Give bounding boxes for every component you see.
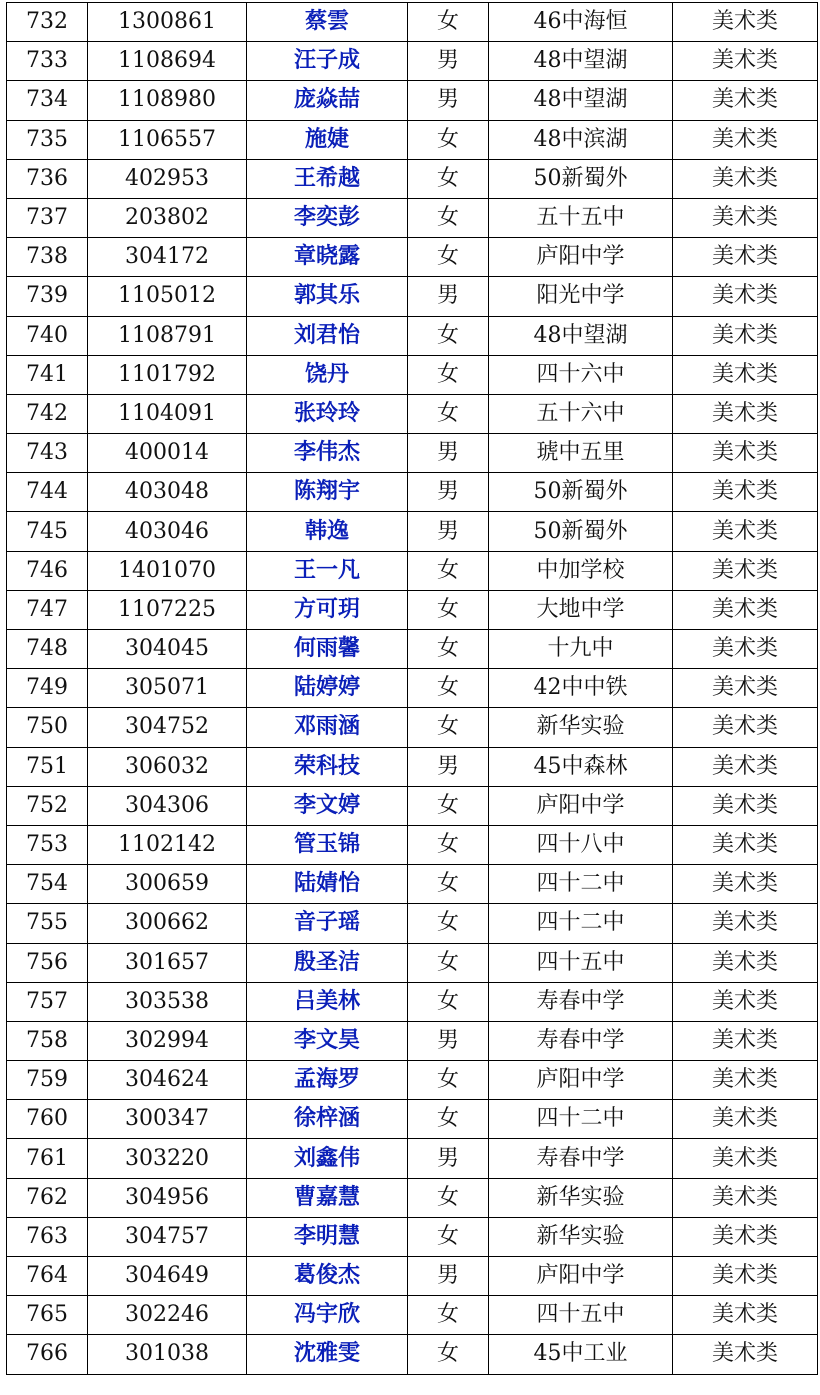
cell-gender: 男	[408, 473, 489, 512]
cell-category: 美术类	[673, 1021, 818, 1060]
cell-student-id: 1105012	[88, 277, 247, 316]
cell-student-id: 304172	[88, 238, 247, 277]
cell-sequence-number: 737	[7, 198, 88, 237]
cell-student-id: 1102142	[88, 825, 247, 864]
table-row	[7, 1335, 818, 1374]
table-row	[7, 120, 818, 159]
cell-gender: 女	[408, 1100, 489, 1139]
table-row	[7, 1100, 818, 1139]
cell-student-id: 301657	[88, 943, 247, 982]
cell-student-name: 刘鑫伟	[247, 1139, 408, 1178]
cell-gender: 女	[408, 120, 489, 159]
cell-student-id: 300659	[88, 865, 247, 904]
cell-school: 庐阳中学	[489, 1061, 673, 1100]
cell-student-id: 301038	[88, 1335, 247, 1374]
cell-student-name: 李明慧	[247, 1217, 408, 1256]
cell-category: 美术类	[673, 786, 818, 825]
cell-school: 新华实验	[489, 1217, 673, 1256]
cell-school: 48中望湖	[489, 42, 673, 81]
cell-student-id: 304757	[88, 1217, 247, 1256]
cell-sequence-number: 753	[7, 825, 88, 864]
cell-student-name: 吕美林	[247, 982, 408, 1021]
cell-sequence-number: 741	[7, 355, 88, 394]
cell-sequence-number: 747	[7, 590, 88, 629]
table-row	[7, 198, 818, 237]
cell-school: 庐阳中学	[489, 1257, 673, 1296]
cell-school: 新华实验	[489, 1178, 673, 1217]
cell-sequence-number: 748	[7, 630, 88, 669]
cell-student-id: 1300861	[88, 3, 247, 42]
cell-student-name: 冯宇欣	[247, 1296, 408, 1335]
table-row	[7, 786, 818, 825]
cell-category: 美术类	[673, 825, 818, 864]
cell-gender: 女	[408, 159, 489, 198]
table-row	[7, 512, 818, 551]
cell-category: 美术类	[673, 982, 818, 1021]
cell-sequence-number: 733	[7, 42, 88, 81]
cell-sequence-number: 752	[7, 786, 88, 825]
cell-gender: 女	[408, 630, 489, 669]
cell-student-id: 1401070	[88, 551, 247, 590]
cell-sequence-number: 732	[7, 3, 88, 42]
cell-school: 阳光中学	[489, 277, 673, 316]
cell-school: 48中望湖	[489, 81, 673, 120]
cell-sequence-number: 735	[7, 120, 88, 159]
cell-student-id: 304956	[88, 1178, 247, 1217]
cell-student-name: 李文昊	[247, 1021, 408, 1060]
cell-school: 五十五中	[489, 198, 673, 237]
cell-student-name: 章晓露	[247, 238, 408, 277]
table-row	[7, 825, 818, 864]
cell-student-id: 305071	[88, 669, 247, 708]
cell-student-name: 李文婷	[247, 786, 408, 825]
cell-category: 美术类	[673, 630, 818, 669]
cell-sequence-number: 761	[7, 1139, 88, 1178]
cell-gender: 女	[408, 786, 489, 825]
cell-student-id: 303220	[88, 1139, 247, 1178]
cell-student-name: 李奕彭	[247, 198, 408, 237]
cell-category: 美术类	[673, 1257, 818, 1296]
table-row	[7, 1178, 818, 1217]
cell-category: 美术类	[673, 81, 818, 120]
cell-student-id: 306032	[88, 747, 247, 786]
cell-sequence-number: 759	[7, 1061, 88, 1100]
cell-gender: 男	[408, 42, 489, 81]
table-row	[7, 708, 818, 747]
cell-gender: 男	[408, 1139, 489, 1178]
table-row	[7, 551, 818, 590]
cell-student-name: 音子瑶	[247, 904, 408, 943]
table-row	[7, 42, 818, 81]
cell-student-id: 304752	[88, 708, 247, 747]
cell-gender: 女	[408, 904, 489, 943]
cell-student-name: 陆婧怡	[247, 865, 408, 904]
table-row	[7, 1139, 818, 1178]
cell-gender: 男	[408, 277, 489, 316]
cell-sequence-number: 740	[7, 316, 88, 355]
cell-student-id: 304045	[88, 630, 247, 669]
cell-gender: 女	[408, 198, 489, 237]
cell-student-id: 304306	[88, 786, 247, 825]
cell-sequence-number: 738	[7, 238, 88, 277]
cell-sequence-number: 760	[7, 1100, 88, 1139]
cell-sequence-number: 734	[7, 81, 88, 120]
table-row	[7, 865, 818, 904]
cell-category: 美术类	[673, 1178, 818, 1217]
table-row	[7, 316, 818, 355]
cell-sequence-number: 765	[7, 1296, 88, 1335]
cell-student-name: 方可玥	[247, 590, 408, 629]
cell-school: 四十二中	[489, 904, 673, 943]
cell-student-name: 郭其乐	[247, 277, 408, 316]
cell-gender: 男	[408, 81, 489, 120]
roster-body	[7, 3, 818, 1375]
cell-student-id: 300662	[88, 904, 247, 943]
cell-category: 美术类	[673, 708, 818, 747]
cell-student-name: 刘君怡	[247, 316, 408, 355]
cell-sequence-number: 766	[7, 1335, 88, 1374]
cell-gender: 女	[408, 943, 489, 982]
cell-sequence-number: 762	[7, 1178, 88, 1217]
cell-category: 美术类	[673, 551, 818, 590]
cell-student-name: 曹嘉慧	[247, 1178, 408, 1217]
cell-school: 50新蜀外	[489, 159, 673, 198]
table-row	[7, 747, 818, 786]
table-row	[7, 1217, 818, 1256]
cell-student-name: 韩逸	[247, 512, 408, 551]
cell-sequence-number: 749	[7, 669, 88, 708]
cell-sequence-number: 742	[7, 394, 88, 433]
cell-student-name: 何雨馨	[247, 630, 408, 669]
table-row	[7, 3, 818, 42]
table-row	[7, 982, 818, 1021]
cell-student-name: 饶丹	[247, 355, 408, 394]
cell-gender: 男	[408, 747, 489, 786]
table-row	[7, 473, 818, 512]
cell-student-id: 1108791	[88, 316, 247, 355]
cell-student-id: 304624	[88, 1061, 247, 1100]
table-row	[7, 81, 818, 120]
cell-school: 十九中	[489, 630, 673, 669]
cell-category: 美术类	[673, 434, 818, 473]
cell-school: 45中工业	[489, 1335, 673, 1374]
cell-student-id: 1108694	[88, 42, 247, 81]
cell-student-name: 王希越	[247, 159, 408, 198]
cell-gender: 女	[408, 825, 489, 864]
cell-gender: 女	[408, 865, 489, 904]
cell-student-name: 葛俊杰	[247, 1257, 408, 1296]
cell-school: 寿春中学	[489, 982, 673, 1021]
cell-gender: 男	[408, 512, 489, 551]
cell-category: 美术类	[673, 238, 818, 277]
table-row	[7, 590, 818, 629]
cell-category: 美术类	[673, 198, 818, 237]
cell-student-name: 沈雅雯	[247, 1335, 408, 1374]
cell-student-name: 庞焱喆	[247, 81, 408, 120]
cell-student-id: 303538	[88, 982, 247, 1021]
cell-gender: 女	[408, 3, 489, 42]
cell-gender: 女	[408, 1178, 489, 1217]
cell-gender: 男	[408, 434, 489, 473]
cell-gender: 女	[408, 982, 489, 1021]
cell-sequence-number: 758	[7, 1021, 88, 1060]
table-row	[7, 394, 818, 433]
cell-school: 四十五中	[489, 1296, 673, 1335]
cell-school: 寿春中学	[489, 1139, 673, 1178]
cell-gender: 女	[408, 1061, 489, 1100]
cell-sequence-number: 744	[7, 473, 88, 512]
cell-category: 美术类	[673, 943, 818, 982]
cell-category: 美术类	[673, 473, 818, 512]
cell-school: 寿春中学	[489, 1021, 673, 1060]
cell-category: 美术类	[673, 316, 818, 355]
cell-student-name: 邓雨涵	[247, 708, 408, 747]
cell-gender: 男	[408, 1257, 489, 1296]
cell-category: 美术类	[673, 355, 818, 394]
table-row	[7, 1021, 818, 1060]
table-row	[7, 943, 818, 982]
cell-student-name: 施婕	[247, 120, 408, 159]
cell-student-id: 302994	[88, 1021, 247, 1060]
cell-category: 美术类	[673, 42, 818, 81]
cell-category: 美术类	[673, 1296, 818, 1335]
cell-student-id: 403046	[88, 512, 247, 551]
cell-school: 四十二中	[489, 865, 673, 904]
cell-school: 四十二中	[489, 1100, 673, 1139]
cell-category: 美术类	[673, 277, 818, 316]
cell-school: 五十六中	[489, 394, 673, 433]
cell-gender: 女	[408, 590, 489, 629]
cell-gender: 女	[408, 355, 489, 394]
cell-school: 46中海恒	[489, 3, 673, 42]
table-row	[7, 904, 818, 943]
cell-student-name: 管玉锦	[247, 825, 408, 864]
cell-student-name: 王一凡	[247, 551, 408, 590]
cell-student-name: 殷圣洁	[247, 943, 408, 982]
cell-gender: 男	[408, 1021, 489, 1060]
cell-sequence-number: 743	[7, 434, 88, 473]
table-row	[7, 355, 818, 394]
cell-category: 美术类	[673, 669, 818, 708]
cell-sequence-number: 750	[7, 708, 88, 747]
cell-gender: 女	[408, 238, 489, 277]
cell-sequence-number: 745	[7, 512, 88, 551]
cell-school: 庐阳中学	[489, 238, 673, 277]
cell-sequence-number: 756	[7, 943, 88, 982]
cell-gender: 女	[408, 1335, 489, 1374]
cell-category: 美术类	[673, 512, 818, 551]
cell-student-id: 402953	[88, 159, 247, 198]
cell-school: 中加学校	[489, 551, 673, 590]
cell-student-name: 荣科技	[247, 747, 408, 786]
cell-student-name: 张玲玲	[247, 394, 408, 433]
table-row	[7, 238, 818, 277]
cell-student-name: 蔡雲	[247, 3, 408, 42]
cell-category: 美术类	[673, 1139, 818, 1178]
cell-school: 42中中铁	[489, 669, 673, 708]
table-row	[7, 1296, 818, 1335]
cell-student-id: 302246	[88, 1296, 247, 1335]
cell-category: 美术类	[673, 159, 818, 198]
cell-gender: 女	[408, 669, 489, 708]
cell-sequence-number: 755	[7, 904, 88, 943]
cell-gender: 女	[408, 708, 489, 747]
cell-student-name: 汪子成	[247, 42, 408, 81]
cell-category: 美术类	[673, 1335, 818, 1374]
cell-student-id: 203802	[88, 198, 247, 237]
student-roster-table	[6, 2, 818, 1375]
cell-school: 四十八中	[489, 825, 673, 864]
cell-student-id: 1108980	[88, 81, 247, 120]
cell-student-id: 400014	[88, 434, 247, 473]
table-row	[7, 277, 818, 316]
cell-school: 四十六中	[489, 355, 673, 394]
cell-student-name: 陆婷婷	[247, 669, 408, 708]
cell-school: 庐阳中学	[489, 786, 673, 825]
cell-category: 美术类	[673, 747, 818, 786]
cell-gender: 女	[408, 394, 489, 433]
cell-school: 琥中五里	[489, 434, 673, 473]
table-row	[7, 669, 818, 708]
cell-category: 美术类	[673, 3, 818, 42]
cell-category: 美术类	[673, 865, 818, 904]
cell-student-id: 1107225	[88, 590, 247, 629]
cell-sequence-number: 763	[7, 1217, 88, 1256]
cell-school: 50新蜀外	[489, 512, 673, 551]
cell-student-id: 300347	[88, 1100, 247, 1139]
cell-student-name: 徐梓涵	[247, 1100, 408, 1139]
cell-gender: 女	[408, 1296, 489, 1335]
table-row	[7, 1257, 818, 1296]
table-row	[7, 434, 818, 473]
table-row	[7, 630, 818, 669]
cell-student-name: 孟海罗	[247, 1061, 408, 1100]
table-row	[7, 1061, 818, 1100]
cell-sequence-number: 746	[7, 551, 88, 590]
cell-category: 美术类	[673, 1217, 818, 1256]
cell-category: 美术类	[673, 394, 818, 433]
cell-school: 48中滨湖	[489, 120, 673, 159]
cell-category: 美术类	[673, 120, 818, 159]
cell-student-id: 1106557	[88, 120, 247, 159]
cell-category: 美术类	[673, 1100, 818, 1139]
cell-student-id: 403048	[88, 473, 247, 512]
cell-school: 四十五中	[489, 943, 673, 982]
cell-student-id: 304649	[88, 1257, 247, 1296]
cell-sequence-number: 739	[7, 277, 88, 316]
cell-gender: 女	[408, 316, 489, 355]
cell-school: 45中森林	[489, 747, 673, 786]
cell-sequence-number: 757	[7, 982, 88, 1021]
cell-student-id: 1101792	[88, 355, 247, 394]
cell-student-name: 陈翔宇	[247, 473, 408, 512]
cell-school: 50新蜀外	[489, 473, 673, 512]
cell-student-name: 李伟杰	[247, 434, 408, 473]
cell-school: 大地中学	[489, 590, 673, 629]
cell-category: 美术类	[673, 1061, 818, 1100]
cell-category: 美术类	[673, 590, 818, 629]
cell-gender: 女	[408, 1217, 489, 1256]
cell-sequence-number: 736	[7, 159, 88, 198]
cell-sequence-number: 754	[7, 865, 88, 904]
cell-sequence-number: 764	[7, 1257, 88, 1296]
table-row	[7, 159, 818, 198]
cell-school: 新华实验	[489, 708, 673, 747]
cell-sequence-number: 751	[7, 747, 88, 786]
cell-student-id: 1104091	[88, 394, 247, 433]
cell-category: 美术类	[673, 904, 818, 943]
cell-school: 48中望湖	[489, 316, 673, 355]
cell-gender: 女	[408, 551, 489, 590]
